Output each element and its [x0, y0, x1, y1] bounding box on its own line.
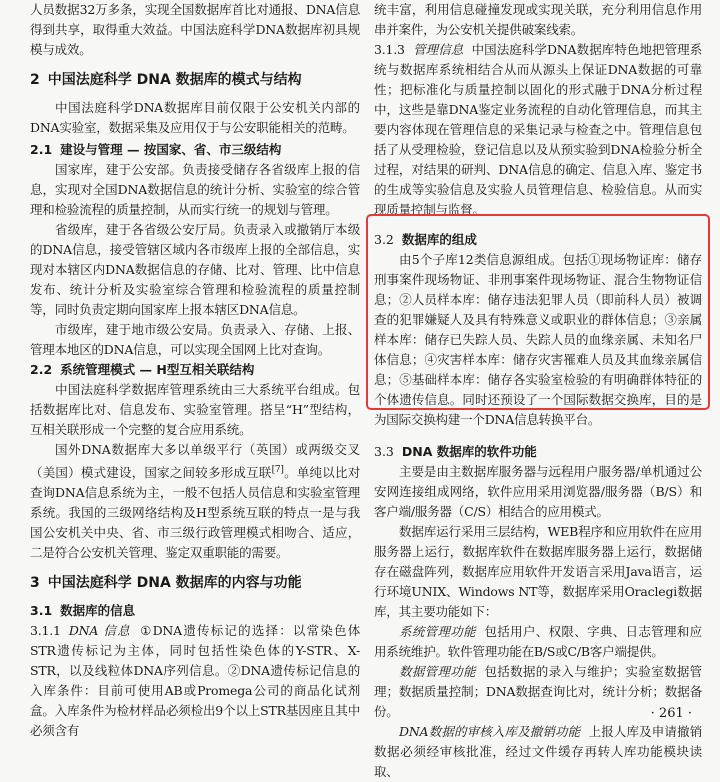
software-paragraph-2: 数据库运行采用三层结构，WEB程序和应用软件在应用服务器上运行，数据库软件在数据库服务器上运行，数据储存在磁盘阵列，数据库应用软件开发语言采用Java语言，运行环境UNIX、Windows NT等，数据库采用Oraclegi数据库，其主要功能如下：: [374, 524, 702, 619]
provincial-db-paragraph: 省级库，建于各省级公安厅局。负责录入或撤销厅本级的DNA信息，接受管辖区域内各市级库上报的全部信息，实现对本辖区内DNA数据信息的存储、比对、管理、比中信息发布、统计分析及实验室综合管理和检验流程的质量控制等，同时负责定期向国家库上报本辖区DNA信息。: [30, 222, 360, 317]
page-number: · 261 ·: [650, 706, 692, 721]
intro-paragraph: 人员数据32万多条，实现全国数据库首比对通报、DNA信息得到共享，取得重大效益。中国法庭科学DNA数据库初具规模与成效。: [30, 2, 360, 57]
city-db-paragraph: 市级库，建于地市级公安局。负责录入、存储、上报、管理本地区的DNA信息，可以实现全国网上比对查询。: [30, 322, 360, 357]
section-2-heading: 2 中国法庭科学 DNA 数据库的模式与结构: [30, 72, 302, 88]
section-3-heading: 3 中国法庭科学 DNA 数据库的内容与功能: [30, 575, 302, 592]
highlight-box: [366, 214, 710, 410]
section-2-2-heading: 2.2 系统管理模式 — H型互相关联结构: [30, 362, 255, 377]
citation-ref: [7]: [271, 465, 284, 475]
function-system-management: 系统管理功能 包括用户、权限、字典、日志管理和应用系统维护。软件管理功能在B/S或C/B客户端提供。: [374, 624, 702, 659]
h-structure-paragraph: 中国法庭科学数据库管理系统由三大系统平台组成。包括数据库比对、信息发布、实验室管理。搭呈“H”型结构，互相关联形成一个完整的复合应用系统。: [30, 382, 360, 437]
db-composition-paragraph: 由5个子库12类信息源组成。包括①现场物证库：储存刑事案件现场物证、非刑事案件现场物证、混合生物物证信息；②人员样本库：储存违法犯罪人员（即前科人员）被调查的犯罪嫌疑人及具有特殊意义或职业的群体信息；③亲属样本库：储存已失踪人员、失踪人员的血缘亲属、未知名尸体信息；④灾害样本库：储存灾害罹难人员及其血缘亲属信息；⑤基础样本库：储存各实验室检验的有明确群体特征的个体遗传信息。同时还预设了一个国际数据交换库，目的是为国际交换构建一个DNA信息转换平台。: [374, 252, 702, 427]
foreign-db-paragraph: 国外DNA数据库大多以单级平行（英国）或两级交叉（美国）模式建设，国家之间较多形成互联[7]。单纯以比对查询DNA信息系统为主，一般不包括人员信息和实验室管理系统。我国的三级网络结构及H型系统互联的特点一是与我国公安机关中央、省、市三级行政管理模式相吻合、适应，二是符合公安机关管理、鉴定双重职能的需要。: [30, 442, 360, 561]
management-info-paragraph: 3.1.3 管理信息 中国法庭科学DNA数据库特色地把管理系统与数据库系统相结合从而从源头上保证DNA数据的可靠性；把标准化与质量控制以固化的形式融于DNA分析过程中，这些是靠DNA鉴定业务流程的自动化管理信息，而其主要内容体现在管理信息的采集记录与检查之中。管理信息包括了从受理检验，登记信息以及从预实验到DNA检验分析全过程，对结果的研判、DNA信息的确定、信息入库、鉴定书的生成等实验信息及实验人员管理信息、检验信息。从而实现质量控制与监督。: [374, 42, 703, 217]
dna-info-paragraph: 3.1.1 DNA 信息 ①DNA遗传标记的选择：以常染色体STR遗传标记为主体，同时包括性染色体的Y-STR、X-STR，以及线粒体DNA序列信息。②DNA遗传标记信息的入库条件：目前可使用AB或Promega公司的商品化试剂盒。入库条件为检材样品必须检出9个以上STR基因座且其中必须含有: [30, 623, 360, 739]
function-audit-revoke: DNA数据的审核入库及撤销功能 上报人库及申请撤销数据必须经审核批准，经过文件缓存再转人库功能模块读取、: [374, 724, 702, 779]
section-3-2-heading: 3.2 数据库的组成: [374, 232, 477, 247]
national-db-paragraph: 国家库，建于公安部。负责接受储存各省级库上报的信息，实现对全国DNA数据信息的统计分析、实验室的综合管理和检验流程的质量控制，从而实行统一的规划与管理。: [30, 162, 360, 217]
section-2-1-heading: 2.1 建设与管理 — 按国家、省、市三级结构: [30, 142, 282, 157]
section-3-1-heading: 3.1 数据库的信息: [30, 603, 136, 619]
top-paragraph: 统丰富，利用信息碰撞发现或实现关联，充分利用信息作用串并案件，为公安机关提供破案线索。: [374, 2, 702, 37]
section-3-3-heading: 3.3 DNA 数据库的软件功能: [374, 444, 537, 459]
software-paragraph-1: 主要是由主数据库服务器与远程用户服务器/单机通过公安网连接组成网络，软件应用采用浏览器/服务器（B/S）和客户端/服务器（C/S）相结合的应用模式。: [374, 464, 702, 519]
left-column: [30, 0, 360, 741]
function-data-management: 数据管理功能 包括数据的录入与维护；实验室数据管理；数据质量控制；DNA数据查询比对，统计分析；数据备份。: [374, 664, 702, 719]
section-2-paragraph: 中国法庭科学DNA数据库目前仅限于公安机关内部的DNA实验室，数据采集及应用仅于与公安职能相关的范畴。: [30, 100, 360, 135]
